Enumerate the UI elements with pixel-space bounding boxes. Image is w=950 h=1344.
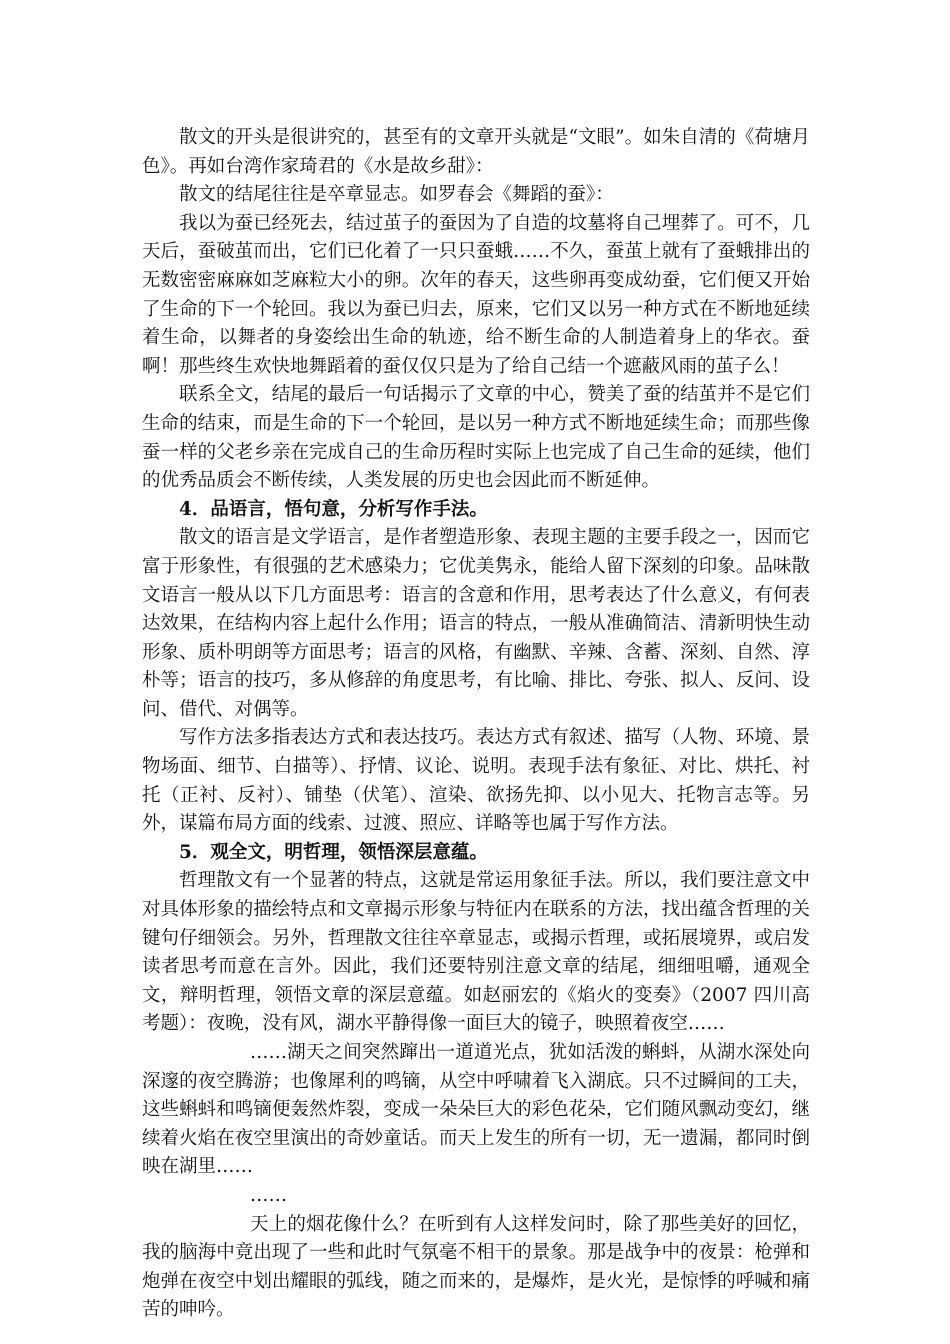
section-heading-5: 5．观全文，明哲理，领悟深层意蕴。 xyxy=(179,841,488,863)
paragraph-opening: 散文的开头是很讲究的，甚至有的文章开头就是“文眼”。如朱自清的《荷塘月色》。再如台湾作家琦君的《水是故乡甜》： xyxy=(142,127,810,177)
paragraph-silkworm-excerpt: 我以为蚕已经死去，结过茧子的蚕因为了自造的坟墓将自己埋葬了。可不，几天后，蚕破茧而出，它们已化着了一只只蚕蛾……不久，蚕茧上就有了蚕蛾排出的无数密密麻麻如芝麻粒大小的卵。次年的春天，这些卵再变成幼蚕，它们便又开始了生命的下一个轮回。我以为蚕已归去，原来，它们又以另一种方式在不断地延续着生命，以舞者的身姿绘出生命的轨迹，给不断生命的人制造着身上的华衣。蚕啊！那些终生欢快地舞蹈着的蚕仅仅只是为了给自己结一个遮蔽风雨的茧子么！ xyxy=(142,212,810,377)
paragraph-fireworks-question: 天上的烟花像什么？在听到有人这样发问时，除了那些美好的回忆，我的脑海中竟出现了一些和此时气氛毫不相干的景象。那是战争中的夜景：枪弹和炮弹在夜空中划出耀眼的弧线，随之而来的，是爆炸，是火光，是惊悸的呼喊和痛苦的呻吟。 xyxy=(142,1213,810,1321)
paragraph-philosophy: 哲理散文有一个显著的特点，这就是常运用象征手法。所以，我们要注意文中对具体形象的描绘特点和文章揭示形象与特征内在联系的方法，找出蕴含哲理的关键句仔细领会。另外，哲理散文往往卒章显志，或揭示哲理，或拓展境界，或启发读者思考而意在言外。因此，我们还要特别注意文章的结尾，细细咀嚼，通观全文，辩明哲理，领悟文章的深层意蕴。如赵丽宏的《焰火的变奏》（2007 四川高考题）：夜晚，没有风，湖水平静得像一面巨大的镜子，映照着夜空…… xyxy=(142,870,810,1035)
paragraph-fireworks-excerpt: ……湖天之间突然蹿出一道道光点，犹如活泼的蝌蚪，从湖水深处向深邃的夜空腾游；也像犀利的鸣镝，从空中呼啸着飞入湖底。只不过瞬间的工夫，这些蝌蚪和鸣镝便轰然炸裂，变成一朵朵巨大的彩色花朵，它们随风飘动变幻，继续着火焰在夜空里演出的奇妙童话。而天上发生的所有一切，无一遗漏，都同时倒映在湖里…… xyxy=(142,1042,810,1178)
paragraph-writing-methods: 写作方法多指表达方式和表达技巧。表达方式有叙述、描写（人物、环境、景物场面、细节、白描等）、抒情、议论、说明。表现手法有象征、对比、烘托、衬托（正衬、反衬）、铺垫（伏笔）、渲染、欲扬先抑、以小见大、托物言志等。另外，谋篇布局方面的线索、过渡、照应、详略等也属于写作方法。 xyxy=(142,727,810,835)
paragraph-language: 散文的语言是文学语言，是作者塑造形象、表现主题的主要手段之一，因而它富于形象性，有很强的艺术感染力；它优美隽永，能给人留下深刻的印象。品味散文语言一般从以下几方面思考：语言的含意和作用，思考表达了什么意义，有何表达效果，在结构内容上起什么作用；语言的特点，一般从准确简洁、清新明快生动形象、质朴明朗等方面思考；语言的风格，有幽默、辛辣、含蓄、深刻、自然、淳朴等；语言的技巧，多从修辞的角度思考，有比喻、排比、夸张、拟人、反问、设问、借代、对偶等。 xyxy=(142,527,810,720)
section-heading-4: 4．品语言，悟句意，分析写作手法。 xyxy=(179,498,488,520)
document-page xyxy=(142,124,810,1325)
ellipsis-line: …… xyxy=(250,1184,287,1206)
paragraph-ending: 散文的结尾往往是卒章显志。如罗春会《舞蹈的蚕》： xyxy=(179,184,614,206)
paragraph-analysis: 联系全文，结尾的最后一句话揭示了文章的中心，赞美了蚕的结茧并不是它们生命的结束，而是生命的下一个轮回，是以另一种方式不断地延续生命；而那些像蚕一样的父老乡亲在完成自己的生命历程时实际上也完成了自己生命的延续，他们的优秀品质会不断传续，人类发展的历史也会因此而不断延伸。 xyxy=(142,384,810,492)
